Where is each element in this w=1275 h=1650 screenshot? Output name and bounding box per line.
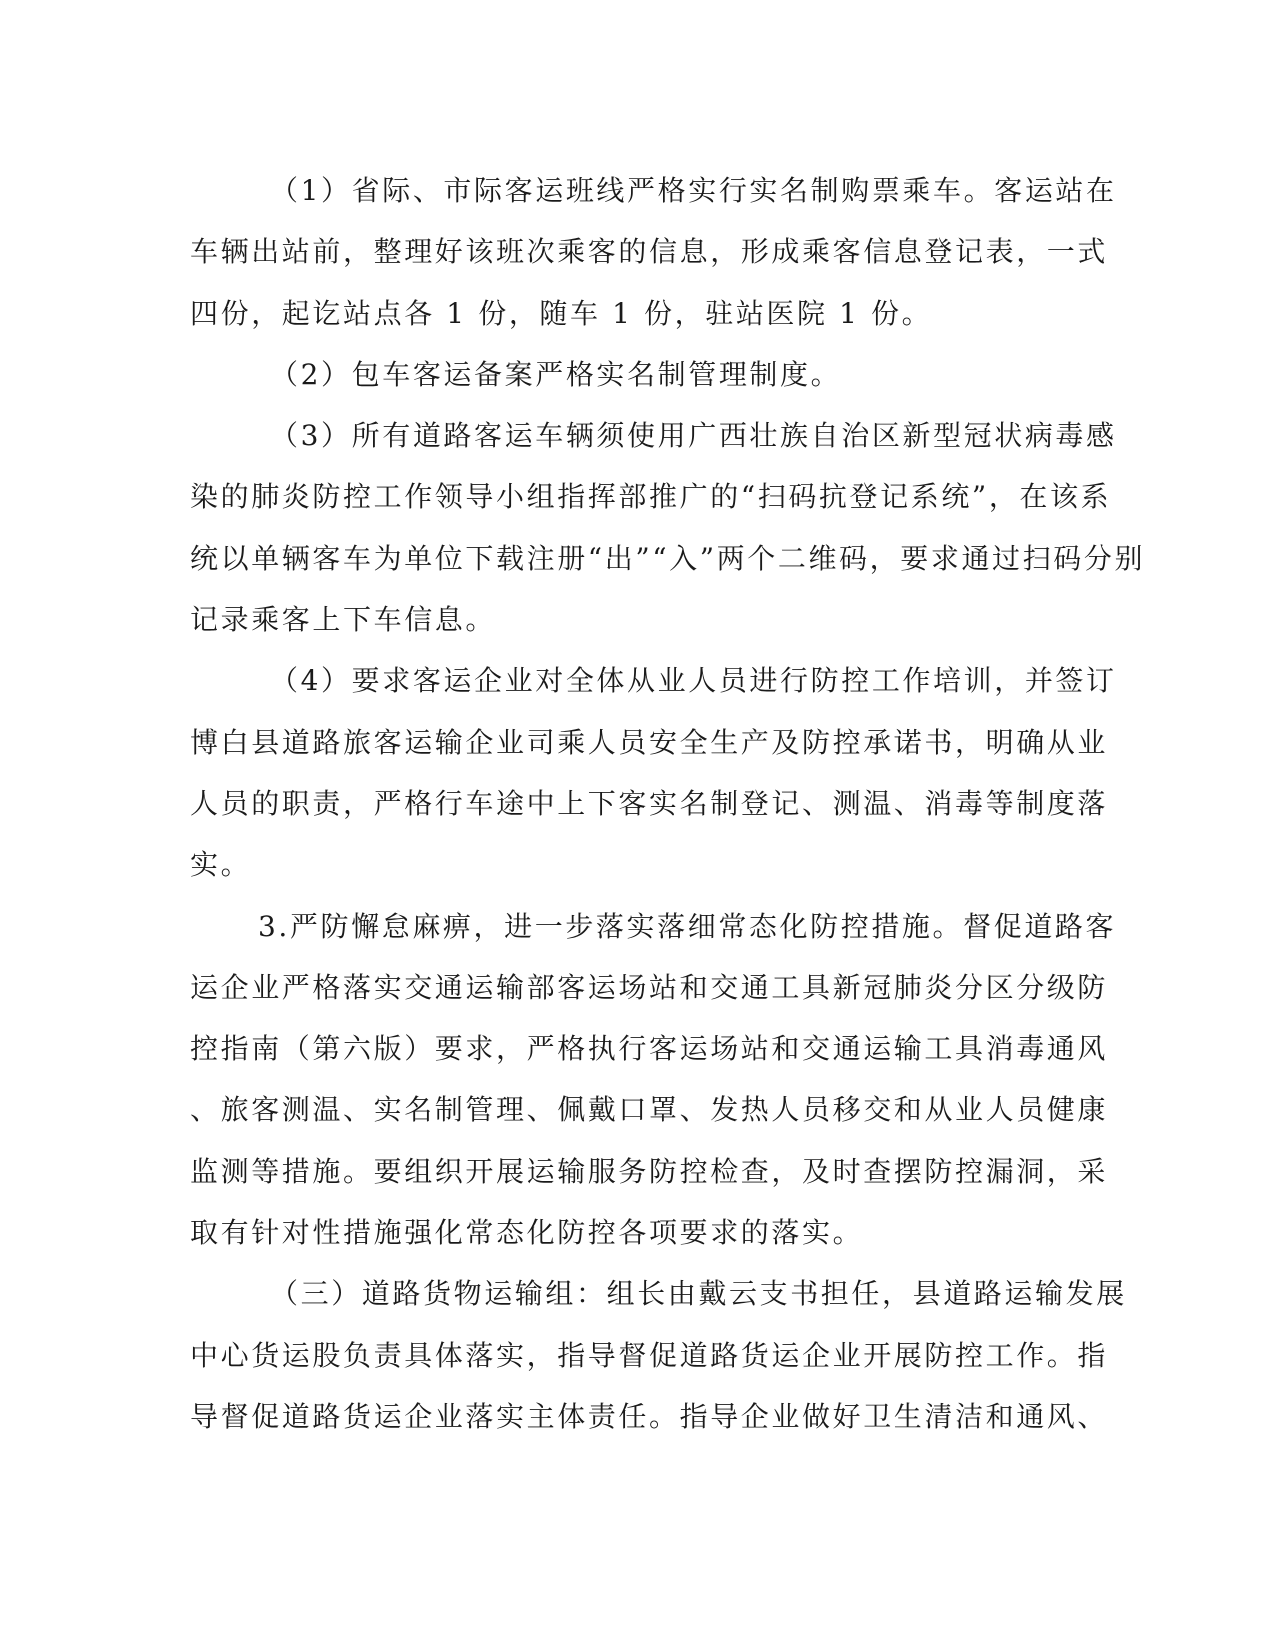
text-line: （4）要求客运企业对全体从业人员进行防控工作培训，并签订 — [270, 664, 1117, 698]
text-line: 记录乘客上下车信息。 — [190, 603, 497, 637]
text-line: 染的肺炎防控工作领导小组指挥部推广的“扫码抗登记系统”，在该系 — [190, 480, 1112, 514]
text-line: （三）道路货物运输组：组长由戴云支书担任，县道路运输发展 — [270, 1277, 1127, 1311]
text-line: 四份，起讫站点各 1 份，随车 1 份，驻站医院 1 份。 — [190, 296, 933, 330]
text-line: 3.严防懈怠麻痹，进一步落实落细常态化防控措施。督促道路客 — [258, 909, 1117, 943]
text-line: 运企业严格落实交通运输部客运场站和交通工具新冠肺炎分区分级防 — [190, 970, 1109, 1004]
text-line: （1）省际、市际客运班线严格实行实名制购票乘车。客运站在 — [270, 174, 1117, 207]
text-line: 控指南（第六版）要求，严格执行客运场站和交通运输工具消毒通风 — [190, 1032, 1109, 1066]
paragraph-2 — [190, 344, 1080, 405]
paragraph-1 — [190, 160, 1117, 344]
text-line: 统以单辆客车为单位下载注册“出”“入”两个二维码，要求通过扫码分别 — [190, 541, 1146, 575]
text-line: 车辆出站前，整理好该班次乘客的信息，形成乘客信息登记表，一式 — [190, 235, 1109, 269]
text-line: 导督促道路货运企业落实主体责任。指导企业做好卫生清洁和通风、 — [190, 1399, 1109, 1433]
text-line: 人员的职责，严格行车途中上下客实名制登记、测温、消毒等制度落 — [190, 786, 1109, 820]
text-line: （2）包车客运备案严格实名制管理制度。 — [270, 357, 842, 391]
paragraph-3 — [190, 405, 1146, 650]
text-line: 、旅客测温、实名制管理、佩戴口罩、发热人员移交和从业人员健康 — [190, 1093, 1109, 1127]
text-line: 取有针对性措施强化常态化防控各项要求的落实。 — [190, 1216, 864, 1250]
text-line: 实。 — [190, 848, 252, 882]
paragraph-4 — [190, 650, 1117, 895]
document-body — [190, 160, 1146, 1447]
text-line: （3）所有道路客运车辆须使用广西壮族自治区新型冠状病毒感 — [270, 419, 1117, 453]
paragraph-6 — [190, 1263, 1127, 1447]
text-line: 监测等措施。要组织开展运输服务防控检查，及时查摆防控漏洞，采 — [190, 1154, 1109, 1188]
text-line: 博白县道路旅客运输企业司乘人员安全生产及防控承诺书，明确从业 — [190, 725, 1109, 759]
text-line: 中心货运股负责具体落实，指导督促道路货运企业开展防控工作。指 — [190, 1338, 1109, 1372]
paragraph-5 — [190, 896, 1117, 1264]
